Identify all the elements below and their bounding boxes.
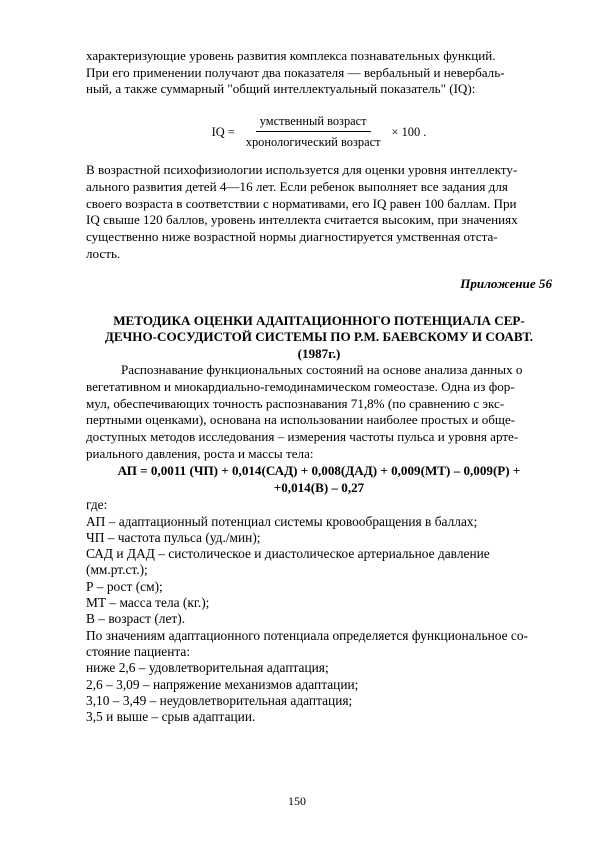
- text-line: По значениям адаптационного потенциала определяется функциональное со-: [86, 627, 528, 643]
- text-line: своего возраста в соответствии с нормативами, его IQ равен 100 баллам. При: [86, 195, 517, 211]
- section-title: [86, 313, 552, 362]
- text-line: ниже 2,6 – удовлетворительная адаптация;: [86, 660, 329, 676]
- text-line: В – возраст (лет).: [86, 611, 186, 627]
- iq-description-paragraph: [86, 162, 552, 262]
- text-line: ЧП – частота пульса (уд./мин);: [86, 529, 261, 545]
- text-line: мул, обеспечивающих точность распознавания 71,8% (по сравнению с экс-: [86, 395, 505, 411]
- text-line: Р – рост (см);: [86, 578, 163, 594]
- page-number: 150: [288, 794, 306, 808]
- text-line: 3,10 – 3,49 – неудовлетворительная адаптация;: [86, 692, 353, 708]
- ap-formula-line: АП = 0,0011 (ЧП) + 0,014(САД) + 0,008(ДАД) + 0,009(МТ) – 0,009(Р) +: [117, 463, 521, 479]
- text-line: лость.: [86, 245, 121, 261]
- text-line: где:: [86, 497, 108, 513]
- text-line: В возрастной психофизиологии используется для оценки уровня интеллекту-: [86, 162, 518, 178]
- text-line: существенно ниже возрастной нормы диагностируется умственная отста-: [86, 228, 498, 244]
- text-line: Распознавание функциональных состояний на основе анализа данных о: [121, 362, 523, 378]
- text-line: IQ свыше 120 баллов, уровень интеллекта считается высоким, при значениях: [86, 212, 518, 228]
- text-line: (мм.рт.ст.);: [86, 562, 148, 578]
- iq-formula-lhs: IQ =: [211, 124, 235, 139]
- text-line: доступных методов исследования – измерения частоты пульса и уровня арте-: [86, 429, 519, 445]
- title-line: ДЕЧНО-СОСУДИСТОЙ СИСТЕМЫ ПО Р.М. БАЕВСКОМУ И СОАВТ.: [104, 329, 534, 345]
- text-line: МТ – масса тела (кг.);: [86, 595, 210, 611]
- title-line: (1987г.): [297, 345, 341, 361]
- text-line: стояние пациента:: [86, 643, 191, 659]
- text-line: риального давления, роста и массы тела:: [86, 445, 314, 461]
- text-line: ный, а также суммарный "общий интеллектуальный показатель" (IQ):: [86, 81, 476, 97]
- iq-denominator: хронологический возраст: [245, 135, 381, 150]
- iq-fraction: [242, 114, 385, 150]
- definitions-list: [86, 497, 552, 725]
- ap-formula: [86, 463, 552, 496]
- text-line: ального развития детей 4—16 лет. Если ребенок выполняет все задания для: [86, 178, 508, 194]
- iq-formula-rhs: × 100 .: [391, 124, 427, 139]
- iq-formula: [86, 114, 552, 150]
- text-line: пертными оценками), основана на использовании наиболее простых и обще-: [86, 412, 516, 428]
- document-page: [86, 48, 552, 725]
- iq-numerator: умственный возраст: [256, 114, 371, 132]
- text-line: При его применении получают два показателя — вербальный и невербаль-: [86, 64, 505, 80]
- text-line: 3,5 и выше – срыв адаптации.: [86, 709, 256, 725]
- text-line: вегетативном и миокардиально-гемодинамическом гомеостазе. Одна из фор-: [86, 378, 515, 394]
- text-line: АП – адаптационный потенциал системы кровообращения в баллах;: [86, 513, 478, 529]
- ap-formula-line: +0,014(В) – 0,27: [273, 479, 365, 495]
- appendix-label: Приложение 56: [460, 276, 552, 292]
- text-line: характеризующие уровень развития комплекса познавательных функций.: [86, 48, 496, 63]
- text-line: 2,6 – 3,09 – напряжение механизмов адаптации;: [86, 676, 359, 692]
- text-line: САД и ДАД – систолическое и диастолическое артериальное давление: [86, 546, 490, 562]
- method-paragraph: [86, 362, 552, 462]
- intro-paragraph: [86, 48, 552, 98]
- title-line: МЕТОДИКА ОЦЕНКИ АДАПТАЦИОННОГО ПОТЕНЦИАЛА СЕР-: [113, 313, 525, 329]
